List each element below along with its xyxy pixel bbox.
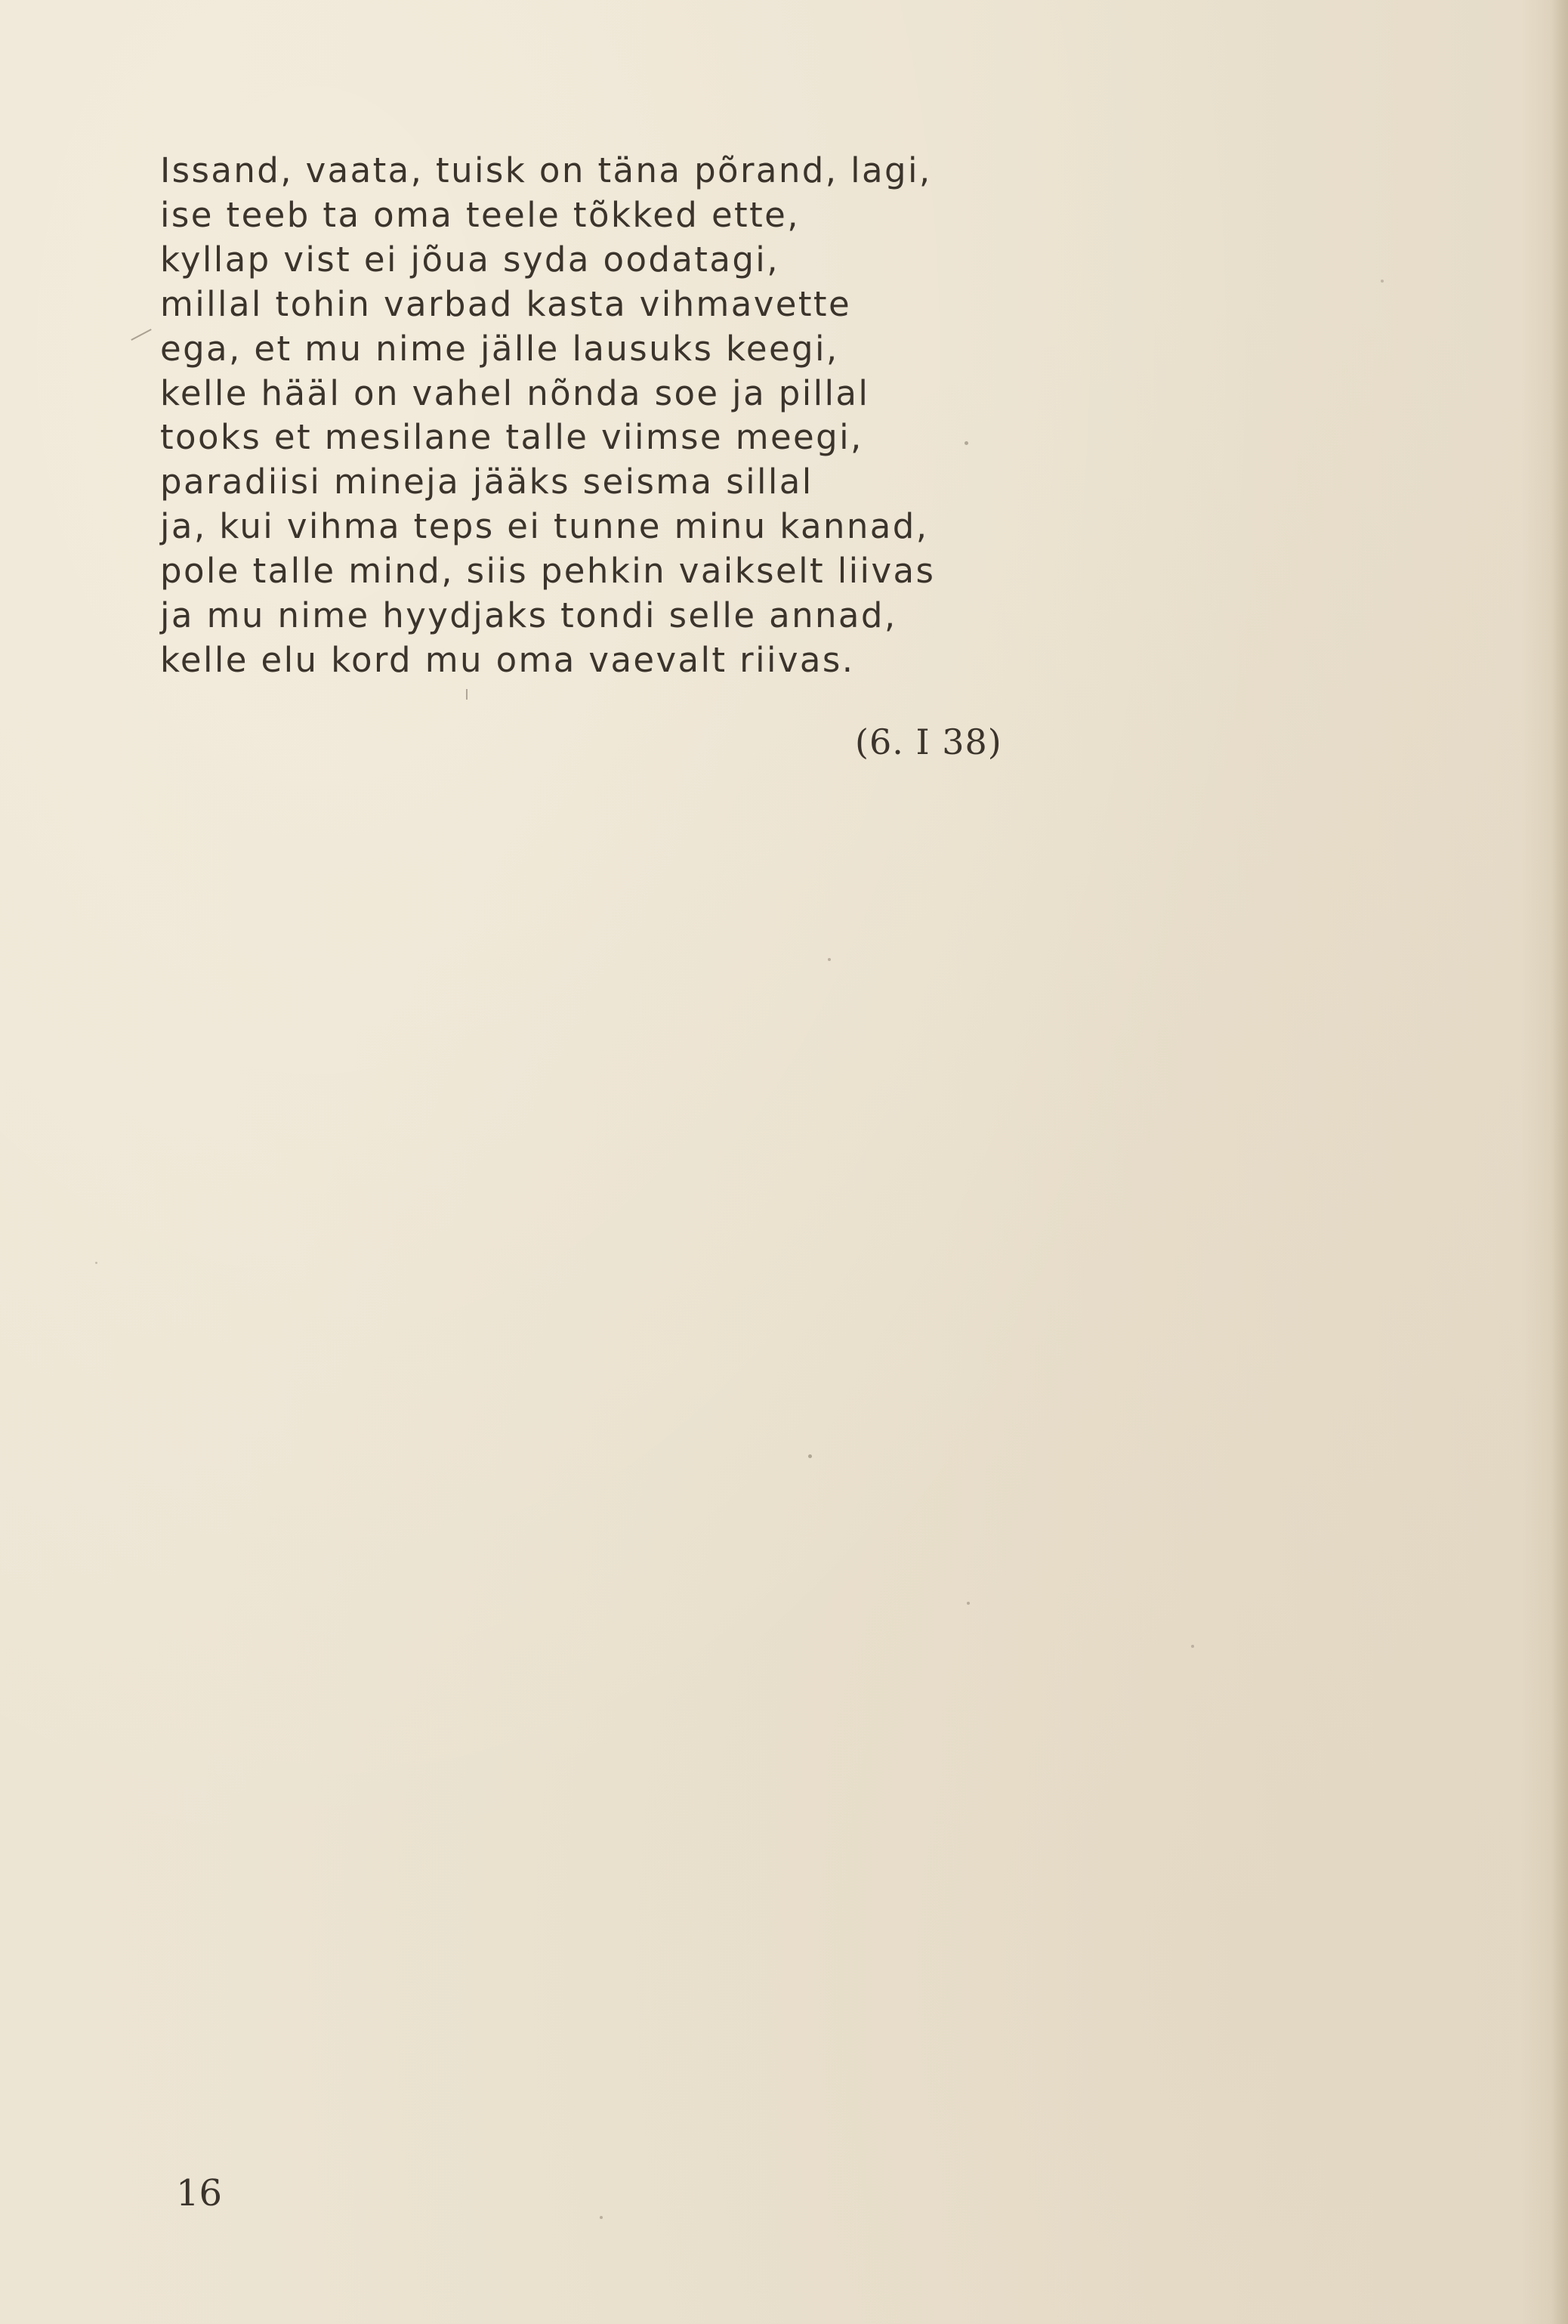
page-number: 16 [176, 2172, 223, 2214]
poem-line: millal tohin varbad kasta vihmavette [160, 283, 852, 324]
page-edge-shadow [1551, 0, 1568, 2324]
stray-pen-mark [131, 329, 151, 341]
poem-text [160, 149, 935, 683]
paper-speck [808, 1454, 812, 1458]
paper-speck [95, 1262, 97, 1264]
poem-line: kyllap vist ei jõua syda oodatagi, [160, 239, 779, 280]
poem-line: paradiisi mineja jääks seisma sillal [160, 462, 813, 502]
poem-line: ise teeb ta oma teele tõkked ette, [160, 194, 800, 235]
paper-speck [965, 441, 968, 445]
paper-speck [1381, 280, 1384, 283]
poem-line: tooks et mesilane talle viimse meegi, [160, 417, 863, 458]
poem-line: ega, et mu nime jälle lausuks keegi, [160, 328, 839, 369]
poem-line: kelle hääl on vahel nõnda soe ja pillal [160, 372, 870, 413]
poem-line: pole talle mind, siis pehkin vaikselt liivas [160, 551, 936, 592]
poem-line: Issand, vaata, tuisk on täna põrand, lagi, [160, 150, 932, 190]
paper-speck [1191, 1645, 1194, 1648]
poem-line: kelle elu kord mu oma vaevalt riivas. [160, 639, 855, 680]
paper-speck [967, 1602, 970, 1605]
poem-date: (6. I 38) [855, 722, 1002, 762]
paper-speck [600, 2216, 603, 2219]
poem-line: ja mu nime hyydjaks tondi selle annad, [160, 595, 897, 636]
paper-speck [828, 958, 831, 961]
stray-pen-mark [466, 689, 468, 700]
poem-line: ja, kui vihma teps ei tunne minu kannad, [160, 506, 929, 547]
